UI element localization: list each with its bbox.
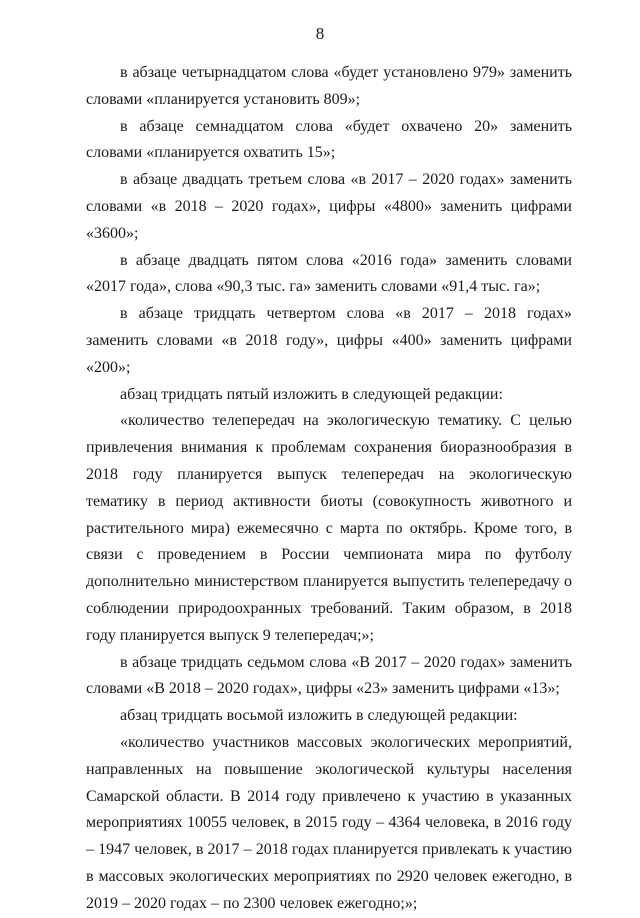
page-number: 8 [315,24,325,43]
paragraph-8: в абзаце тридцать седьмом слова «В 2017 – 2020 годах» заменить словами «В 2018 – 2020 годах», цифры «23» заменить цифрами «13»; [86,653,572,698]
paragraph-5: в абзаце тридцать четвертом слова «в 2017 – 2018 годах» заменить словами «в 2018 году», цифры «400» заменить цифрами «200»; [86,305,572,376]
paragraph-7: «количество телепередач на экологическую тематику. С целью привлечения внимания к проблемам сохранения биоразнообразия в 2018 году планируется выпуск телепередач на экологическую тематику в период активности биоты (совокупность животного и растительного мира) ежемесячно с марта по октябрь. Кроме того, в связи с проведением в России чемпионата мира по футболу дополнительно министерством планируется выпустить телепередачу о соблюдении природоохранных требований. Таким образом, в 2018 году планируется выпуск 9 телепередач;»; [86,412,572,644]
paragraph-10: «количество участников массовых экологических мероприятий, направленных на повышение экологической культуры населения Самарской области. В 2014 году привлечено к участию в указанных мероприятиях 10055 человек, в 2015 году – 4364 человека, в 2016 году – 1947 человек, в 2017 – 2018 годах планируется привлекать к участию в массовых экологических мероприятиях по 2920 человек ежегодно, в 2019 – 2020 годах – по 2300 человек ежегодно;»; [86,733,572,912]
paragraph-4: в абзаце двадцать пятом слова «2016 года» заменить словами «2017 года», слова «90,3 тыс. га» заменить словами «91,4 тыс. га»; [86,251,572,296]
paragraph-1: в абзаце четырнадцатом слова «будет установлено 979» заменить словами «планируется установить 809»; [86,64,572,108]
paragraph-2: в абзаце семнадцатом слова «будет охвачено 20» заменить словами «планируется охватить 15»; [86,117,572,162]
document-body [86,60,572,918]
paragraph-9: абзац тридцать восьмой изложить в следующей редакции: [120,707,518,725]
paragraph-3: в абзаце двадцать третьем слова «в 2017 – 2020 годах» заменить словами «в 2018 – 2020 годах», цифры «4800» заменить цифрами «3600»; [86,171,572,242]
paragraph-6: абзац тридцать пятый изложить в следующей редакции: [120,385,503,403]
